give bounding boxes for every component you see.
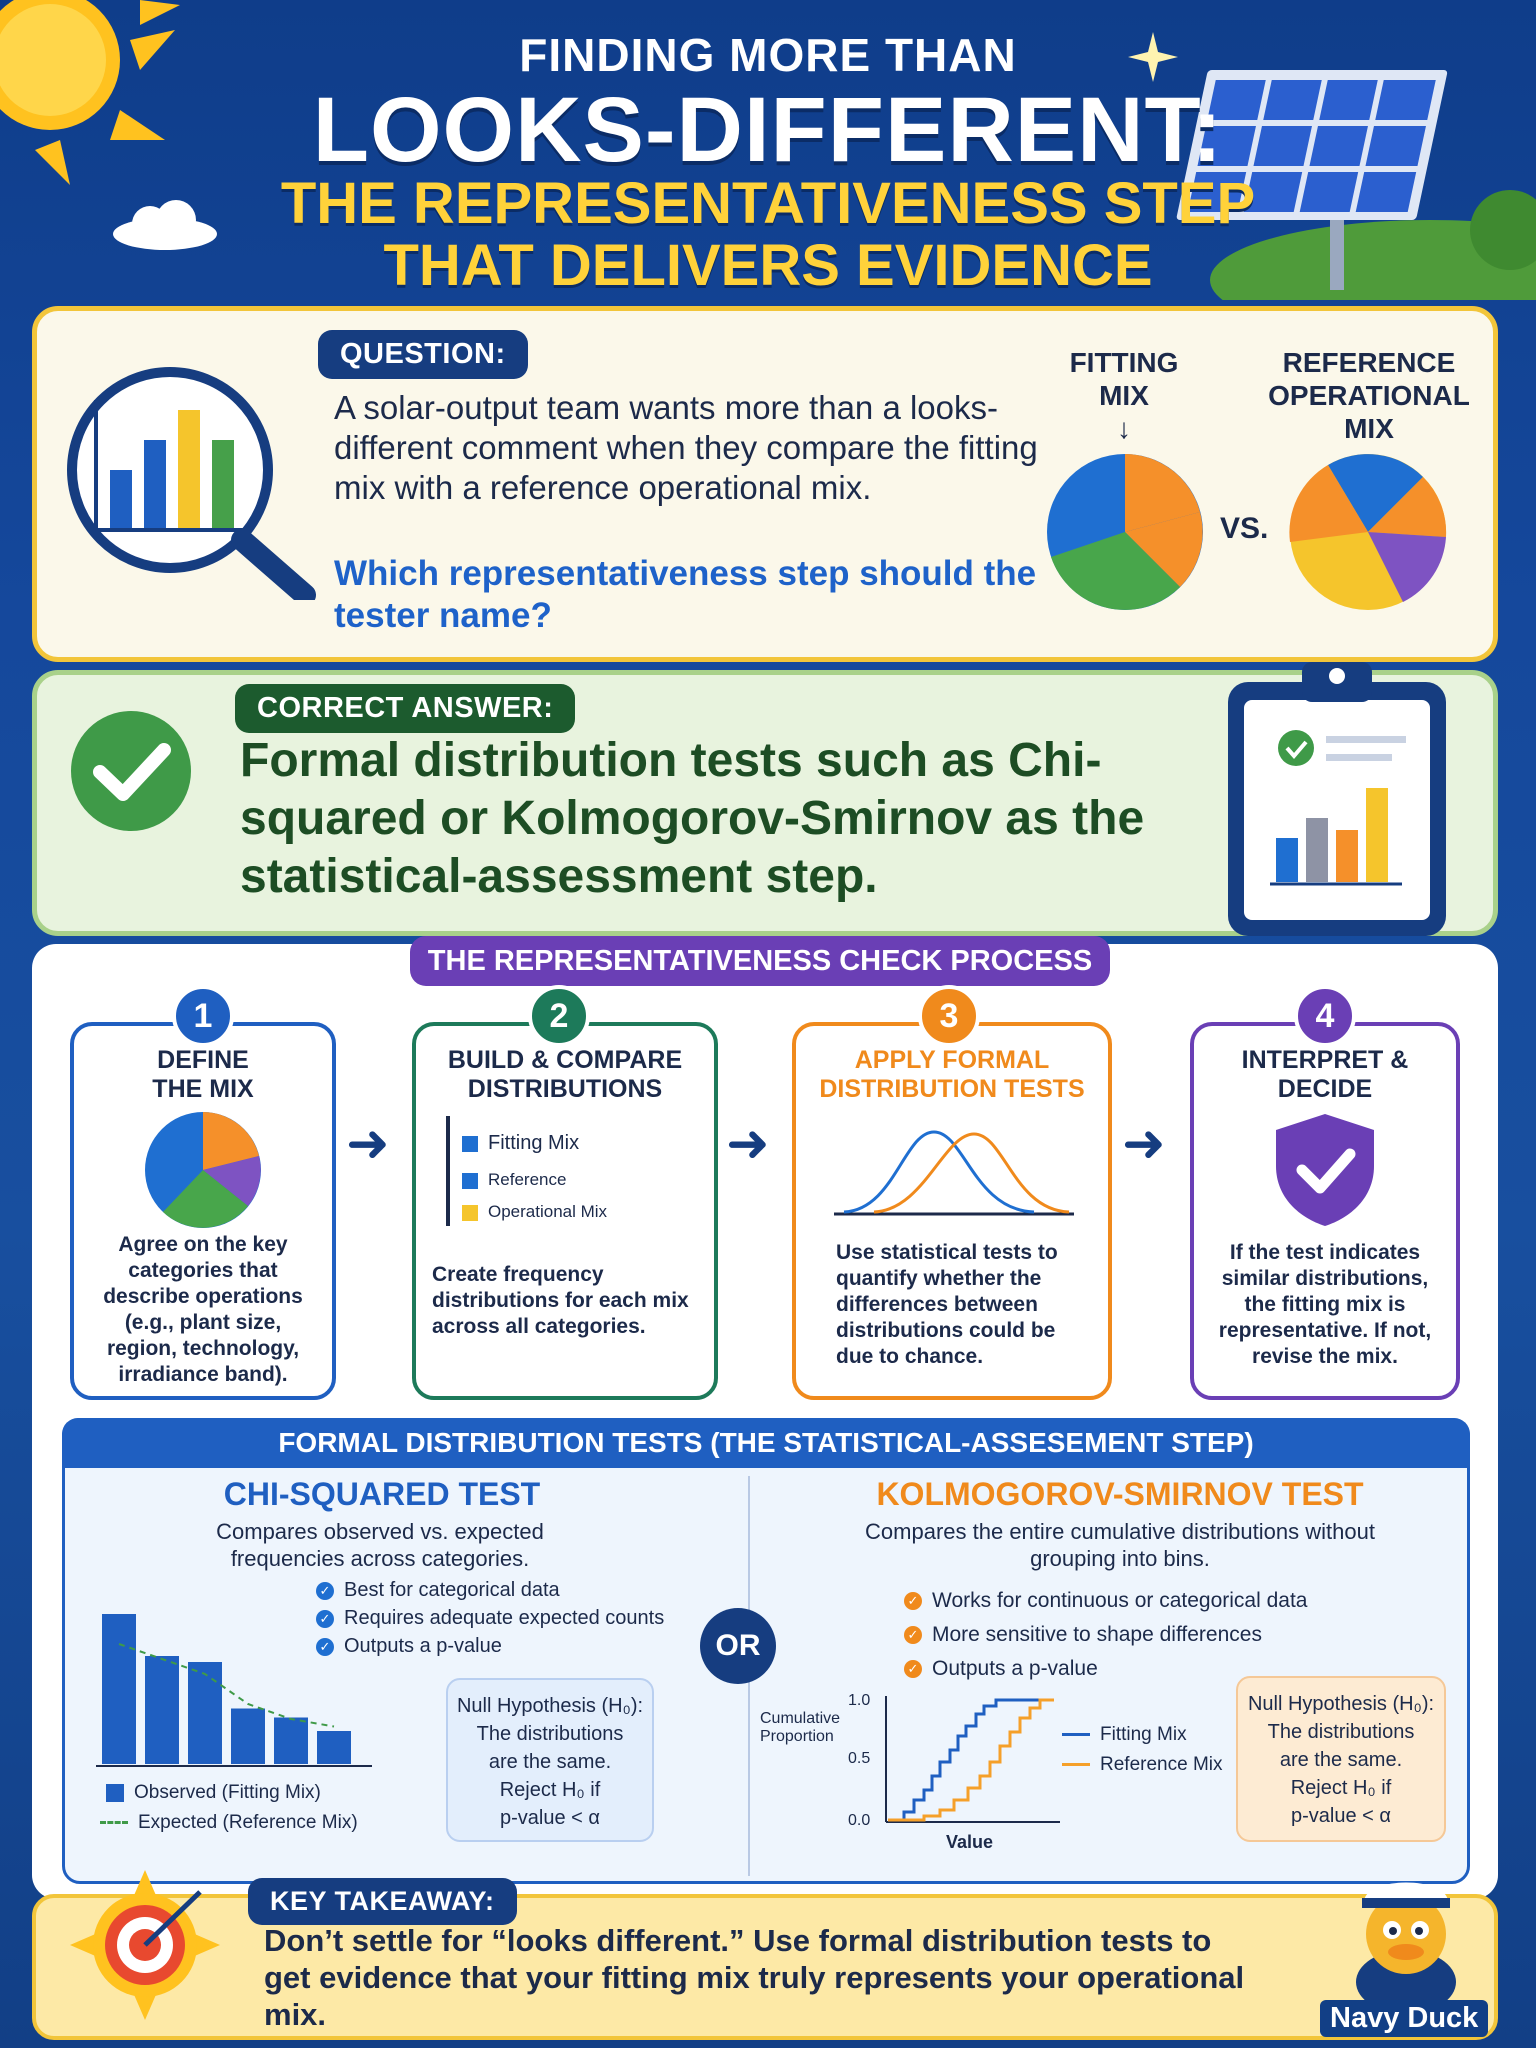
step-1-desc: Agree on the key categories that describe operations (e.g., plant size, region, technology, irradiance band). [103,1233,303,1386]
step-2-desc: Create frequency distributions for each mix across all categories. [432,1263,689,1338]
question-text: A solar-output team wants more than a looks-different comment when they compare the fitting mix with a reference operational mix. [334,389,1038,506]
question-label: QUESTION: [318,330,528,379]
header-subtitle-2: THAT DELIVERS EVIDENCE [383,233,1153,298]
chi-bar [102,1614,136,1764]
step-2-title: BUILD & COMPARE DISTRIBUTIONS [447,1046,683,1103]
ks-tick-bot: 0.0 [848,1812,871,1829]
arrow-icon: ➜ [726,1115,770,1173]
ks-desc: Compares the entire cumulative distributions without grouping into bins. [865,1519,1375,1571]
ks-legend-fitting: Fitting Mix [1062,1724,1187,1746]
arrow-icon: ➜ [346,1115,390,1173]
header-title: LOOKS-DIFFERENT: [312,79,1224,181]
step-3-number: 3 [918,985,980,1047]
arrow-icon: ➜ [1122,1115,1166,1173]
chi-bar [274,1718,308,1765]
step-1-title: DEFINE THE MIX [152,1046,254,1103]
brand-label: Navy Duck [1320,2000,1488,2037]
header-line-1: FINDING MORE THAN [519,29,1017,81]
answer-label: CORRECT ANSWER: [235,684,575,733]
reference-mix-pie [1288,452,1448,612]
step-1-pie-icon [143,1110,263,1230]
takeaway-text: Don’t settle for “looks different.” Use formal distribution tests to get evidence that your fitting mix truly represents your operational mix. [264,1923,1245,2032]
step-2-legend-fitting: Fitting Mix [462,1132,579,1155]
chi-title: CHI-SQUARED TEST [223,1476,541,1512]
or-badge: OR [700,1608,776,1684]
fitting-mix-label: FITTING MIX ↓ [1069,347,1179,444]
duck-mascot-icon [1336,1862,1476,2012]
ks-legend-reference: Reference Mix [1062,1754,1223,1776]
step-2-legend-operational: Operational Mix [462,1202,607,1222]
ks-tick-mid: 0.5 [848,1750,871,1767]
chi-legend-observed: Observed (Fitting Mix) [106,1782,321,1804]
ks-title: KOLMOGOROV-SMIRNOV TEST [876,1476,1364,1512]
chi-bullets: ✓ Best for categorical data ✓ Requires adequate expected counts ✓ Outputs a p-value [316,1576,664,1660]
chi-bar [188,1662,222,1764]
chi-null-hypothesis: Null Hypothesis (H₀): The distributions are the same. Reject H₀ if p-value < α [446,1678,654,1842]
step-3-title: APPLY FORMAL DISTRIBUTION TESTS [819,1046,1085,1103]
shield-check-icon [1270,1110,1380,1230]
checkmark-icon [68,708,194,834]
step-4-desc: If the test indicates similar distributions, the fitting mix is representative. If not, revise the mix. [1218,1241,1432,1368]
ks-bullets: ✓ Works for continuous or categorical data ✓ More sensitive to shape differences ✓ Outputs a p-value [904,1584,1307,1686]
ks-cdf-chart [884,1696,1060,1826]
step-2-legend-reference: Reference [462,1170,566,1190]
step-2-number: 2 [528,985,590,1047]
target-icon [70,1870,220,2020]
question-ask: Which representativeness step should the tester name? [334,554,1037,635]
step-3-desc: Use statistical tests to quantify whether the differences between distributions could be due to chance. [836,1241,1058,1368]
ks-null-hypothesis: Null Hypothesis (H₀): The distributions are the same. Reject H₀ if p-value < α [1236,1676,1446,1842]
step-2-axis [446,1116,450,1226]
vs-label: VS. [1220,512,1269,545]
chi-desc: Compares observed vs. expected frequencies across categories. [216,1519,544,1571]
magnifier-chart-icon [60,360,320,600]
step-1-number: 1 [172,985,234,1047]
chi-legend-expected: Expected (Reference Mix) [100,1812,358,1834]
chi-bar [145,1656,179,1764]
clipboard-icon [1222,652,1452,942]
step-3-curves-icon [834,1122,1074,1222]
chi-squared-bar-chart [96,1600,372,1770]
answer-text: Formal distribution tests such as Chi-squared or Kolmogorov-Smirnov as the statistical-assessment step. [240,734,1145,903]
ks-xlabel: Value [946,1832,994,1852]
reference-mix-label: REFERENCE OPERATIONAL MIX [1268,347,1470,444]
step-4-number: 4 [1294,985,1356,1047]
ks-tick-top: 1.0 [848,1692,871,1709]
ks-ylabel: Cumulative Proportion [760,1710,841,1745]
header-subtitle-1: THE REPRESENTATIVENESS STEP [280,171,1256,236]
process-title: THE REPRESENTATIVENESS CHECK PROCESS [410,936,1110,986]
chi-bar [317,1731,351,1764]
fitting-mix-pie [1045,452,1205,612]
chi-bar [231,1709,265,1765]
takeaway-label: KEY TAKEAWAY: [248,1878,517,1925]
tests-heading: FORMAL DISTRIBUTION TESTS (THE STATISTICAL-ASSESEMENT STEP) [62,1418,1470,1468]
step-4-title: INTERPRET & DECIDE [1241,1046,1409,1103]
